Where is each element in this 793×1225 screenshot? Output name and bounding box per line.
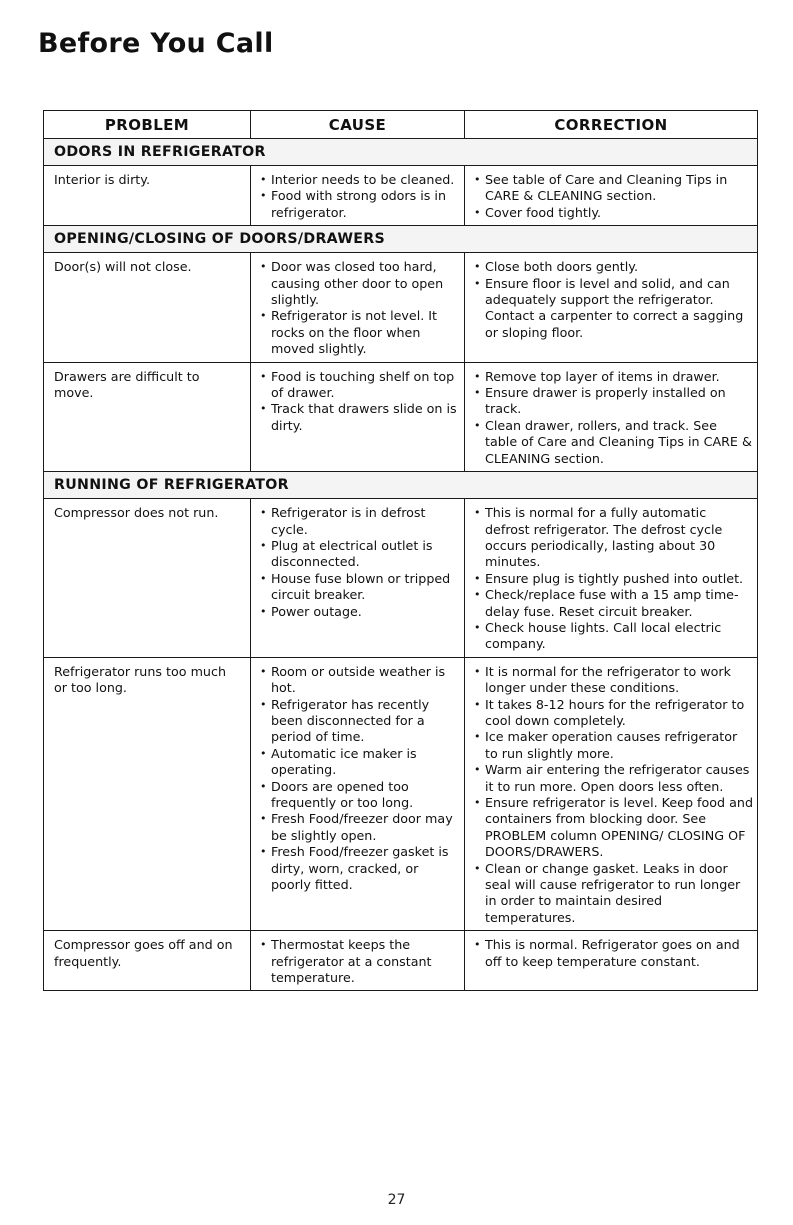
correction-item: • Ice maker operation causes refrigerator to run slightly more. (471, 729, 753, 762)
cause-item: • Refrigerator has recently been disconnected for a period of time. (257, 697, 460, 746)
correction-item: • It takes 8-12 hours for the refrigerator to cool down completely. (471, 697, 753, 730)
correction-item: • Close both doors gently. (471, 259, 753, 275)
correction-item: • See table of Care and Cleaning Tips in CARE & CLEANING section. (471, 172, 753, 205)
correction-item: • Warm air entering the refrigerator causes it to run more. Open doors less often. (471, 762, 753, 795)
header-cause: CAUSE (251, 111, 465, 139)
table-row (44, 499, 758, 658)
cause-item: • Refrigerator is in defrost cycle. (257, 505, 460, 538)
problem-cell: Compressor does not run. (44, 499, 251, 658)
cause-cell (251, 931, 465, 991)
cause-item: • Plug at electrical outlet is disconnected. (257, 538, 460, 571)
cause-item: • Fresh Food/freezer door may be slightly open. (257, 811, 460, 844)
header-problem: PROBLEM (44, 111, 251, 139)
correction-list (471, 505, 753, 653)
correction-cell (465, 362, 758, 471)
table-header-row (44, 111, 758, 139)
correction-cell (465, 253, 758, 362)
cause-item: • Power outage. (257, 604, 460, 620)
correction-item: • Remove top layer of items in drawer. (471, 369, 753, 385)
correction-item: • This is normal for a fully automatic defrost refrigerator. The defrost cycle occurs periodically, lasting about 30 minutes. (471, 505, 753, 571)
correction-item: • Check/replace fuse with a 15 amp time-delay fuse. Reset circuit breaker. (471, 587, 753, 620)
problem-cell: Refrigerator runs too much or too long. (44, 657, 251, 931)
cause-cell (251, 166, 465, 226)
cause-item: • Door was closed too hard, causing other door to open slightly. (257, 259, 460, 308)
cause-list (257, 937, 460, 986)
cause-list (257, 369, 460, 435)
correction-item: • This is normal. Refrigerator goes on and off to keep temperature constant. (471, 937, 753, 970)
cause-item: • Fresh Food/freezer gasket is dirty, worn, cracked, or poorly fitted. (257, 844, 460, 893)
cause-cell (251, 499, 465, 658)
cause-item: • Automatic ice maker is operating. (257, 746, 460, 779)
table-row (44, 657, 758, 931)
problem-cell: Door(s) will not close. (44, 253, 251, 362)
section-row (44, 472, 758, 499)
section-title: ODORS IN REFRIGERATOR (44, 139, 758, 166)
problem-cell: Interior is dirty. (44, 166, 251, 226)
section-title: OPENING/CLOSING OF DOORS/DRAWERS (44, 226, 758, 253)
correction-list (471, 937, 753, 970)
cause-list (257, 505, 460, 620)
section-row (44, 226, 758, 253)
correction-item: • It is normal for the refrigerator to work longer under these conditions. (471, 664, 753, 697)
table-row (44, 362, 758, 471)
section-row (44, 139, 758, 166)
correction-cell (465, 657, 758, 931)
correction-item: • Ensure plug is tightly pushed into outlet. (471, 571, 753, 587)
correction-item: • Check house lights. Call local electric company. (471, 620, 753, 653)
cause-list (257, 664, 460, 894)
correction-item: • Ensure refrigerator is level. Keep food and containers from blocking door. See PROBLEM column OPENING/ CLOSING OF DOORS/DRAWERS. (471, 795, 753, 861)
cause-item: • Interior needs to be cleaned. (257, 172, 460, 188)
correction-list (471, 664, 753, 927)
cause-list (257, 259, 460, 357)
correction-cell (465, 499, 758, 658)
correction-list (471, 369, 753, 467)
cause-cell (251, 253, 465, 362)
cause-item: • Food with strong odors is in refrigerator. (257, 188, 460, 221)
problem-cell: Drawers are difficult to move. (44, 362, 251, 471)
troubleshooting-table (43, 110, 758, 991)
correction-item: • Ensure drawer is properly installed on track. (471, 385, 753, 418)
correction-item: • Ensure floor is level and solid, and can adequately support the refrigerator. Contact a carpenter to correct a sagging or sloping floor. (471, 276, 753, 342)
page-title: Before You Call (38, 28, 274, 59)
correction-cell (465, 931, 758, 991)
table-row (44, 253, 758, 362)
cause-item: • Doors are opened too frequently or too long. (257, 779, 460, 812)
cause-cell (251, 657, 465, 931)
cause-item: • Room or outside weather is hot. (257, 664, 460, 697)
correction-list (471, 259, 753, 341)
correction-item: • Cover food tightly. (471, 205, 753, 221)
section-title: RUNNING OF REFRIGERATOR (44, 472, 758, 499)
page-number: 27 (387, 1192, 406, 1208)
table-row (44, 166, 758, 226)
correction-list (471, 172, 753, 221)
correction-item: • Clean drawer, rollers, and track. See table of Care and Cleaning Tips in CARE & CLEANING section. (471, 418, 753, 467)
cause-item: • Track that drawers slide on is dirty. (257, 401, 460, 434)
cause-item: • Refrigerator is not level. It rocks on the floor when moved slightly. (257, 308, 460, 357)
header-correction: CORRECTION (465, 111, 758, 139)
correction-cell (465, 166, 758, 226)
table-row (44, 931, 758, 991)
cause-cell (251, 362, 465, 471)
cause-list (257, 172, 460, 221)
correction-item: • Clean or change gasket. Leaks in door seal will cause refrigerator to run longer in order to maintain desired temperatures. (471, 861, 753, 927)
cause-item: • Food is touching shelf on top of drawer. (257, 369, 460, 402)
cause-item: • Thermostat keeps the refrigerator at a constant temperature. (257, 937, 460, 986)
cause-item: • House fuse blown or tripped circuit breaker. (257, 571, 460, 604)
problem-cell: Compressor goes off and on frequently. (44, 931, 251, 991)
